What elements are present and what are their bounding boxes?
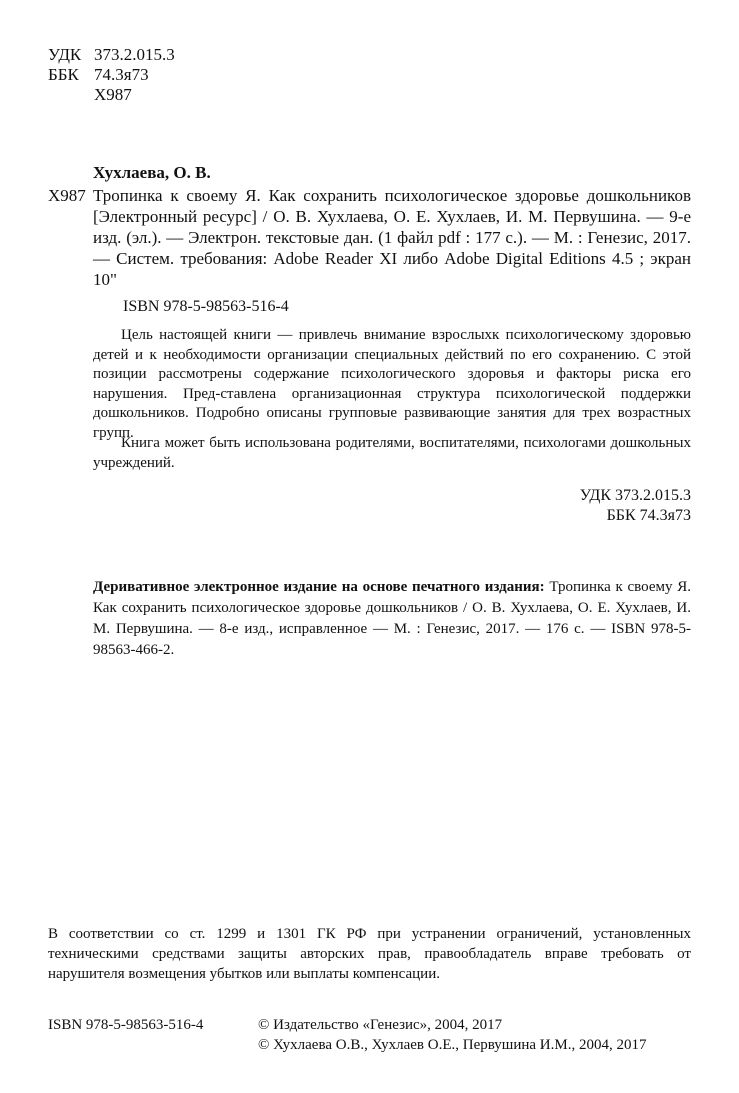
annotation-paragraph-2: Книга может быть использована родителями, воспитателями, психологами дошкольных учреждений. xyxy=(93,435,691,471)
bbk-value: 74.3я73 xyxy=(94,65,149,84)
udk-line xyxy=(48,45,175,65)
derivative-note xyxy=(93,577,691,661)
derivative-text: Тропинка к своему Я. Как сохранить психологическое здоровье дошкольников / О. В. Хухлаева, О. Е. Хухлаев, И. М. Первушина. — 8-е изд., исправленное — М. : Генезис, 2017. — 176 с. — ISBN 978-5-98563-466-2. xyxy=(93,579,692,658)
copyright-publisher: © Издательство «Генезис», 2004, 2017 xyxy=(258,1017,503,1033)
cutter-top: Х987 xyxy=(94,85,132,104)
bibliographic-description: Тропинка к своему Я. Как сохранить психологическое здоровье дошкольников [Электронный ресурс] / О. В. Хухлаева, О. Е. Хухлаев, И. М. Первушина. — 9-е изд. (эл.). — Электрон. текстовые дан. (1 файл pdf : 177 с.). — М. : Генезис, 2017. — Систем. требования: Adobe Reader XI либо Adobe Digital Editions 4.5 ; экран 10" xyxy=(93,186,691,289)
right-bbk: ББК 74.3я73 xyxy=(606,507,691,524)
udk-label: УДК xyxy=(48,45,82,64)
copyright-authors: © Хухлаева О.В., Хухлаев О.Е., Первушина И.М., 2004, 2017 xyxy=(258,1037,647,1053)
isbn-main: ISBN 978-5-98563-516-4 xyxy=(123,298,289,315)
legal-notice: В соответствии со ст. 1299 и 1301 ГК РФ при устранении ограничений, установленных техническими средствами защиты авторских прав, правообладатель вправе требовать от нарушителя возмещения убытков или выплаты компенсации. xyxy=(48,926,691,982)
bbk-line xyxy=(48,65,149,85)
annotation-paragraph-1: Цель настоящей книги — привлечь внимание взрослыхк психологическому здоровью детей и к необходимости организации специальных действий по его сохранению. С этой позиции рассмотрены содержание психологического здоровья и факторы риска его нарушения. Пред-ставлена организационная структура психологической поддержки дошкольников. Подробно описаны групповые развивающие занятия для трех возрастных групп. xyxy=(93,327,691,441)
udk-value: 373.2.015.3 xyxy=(94,45,175,64)
footer-isbn: ISBN 978-5-98563-516-4 xyxy=(48,1017,204,1033)
derivative-lead: Деривативное электронное издание на основе печатного издания: xyxy=(93,579,545,595)
cutter-mark: Х987 xyxy=(48,186,86,205)
bbk-label: ББК xyxy=(48,65,79,84)
author-heading: Хухлаева, О. В. xyxy=(93,163,211,182)
right-udk: УДК 373.2.015.3 xyxy=(579,487,691,504)
